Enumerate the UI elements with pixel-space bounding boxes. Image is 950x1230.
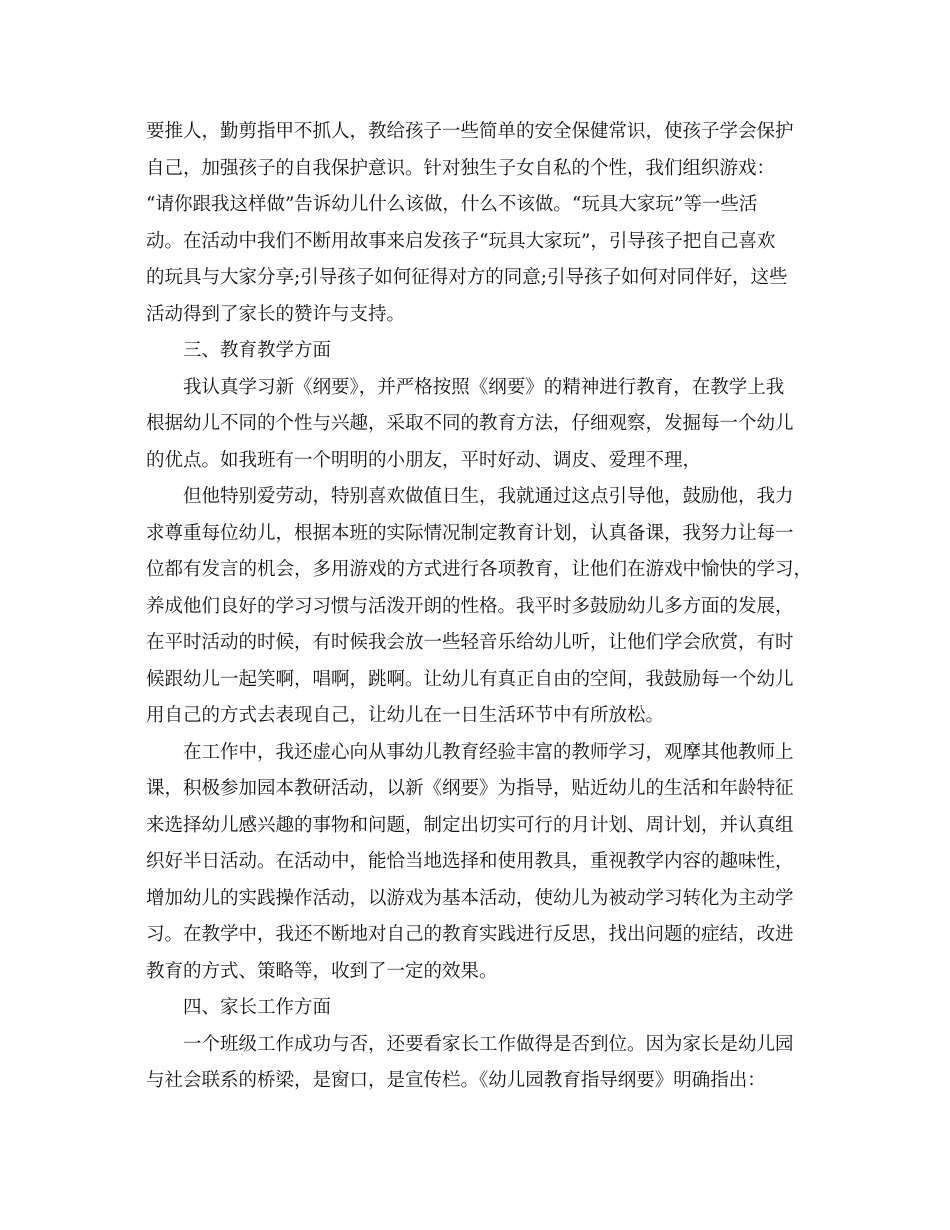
text-line: 课，积极参加园本教研活动，以新《纲要》为指导，贴近幼儿的生活和年龄特征 (146, 778, 794, 799)
text-line: 的玩具与大家分享;引导孩子如何征得对方的同意;引导孩子如何对同伴好，这些 (146, 267, 788, 288)
text-line: 根据幼儿不同的个性与兴趣，采取不同的教育方法，仔细观察，发掘每一个幼儿 (146, 413, 794, 434)
text-line: 教育的方式、策略等，收到了一定的效果。 (146, 960, 498, 982)
text-line: 养成他们良好的学习习惯与活泼开朗的性格。我平时多鼓励幼儿多方面的发展， (146, 595, 794, 617)
text-line: 求尊重每位幼儿，根据本班的实际情况制定教育计划，认真备课，我努力让每一 (146, 522, 794, 544)
text-line: 用自己的方式去表现自己，让幼儿在一日生活环节中有所放松。 (146, 705, 665, 726)
text-line: 的优点。如我班有一个明明的小朋友，平时好动、调皮、爱理不理， (146, 449, 702, 471)
text-line: 习。在教学中，我还不断地对自己的教育实践进行反思，找出问题的症结，改进 (146, 924, 794, 945)
text-line: 动。在活动中我们不断用故事来启发孩子“玩具大家玩”，引导孩子把自己喜欢 (146, 230, 776, 252)
document-body (146, 114, 813, 1100)
text-line: 增加幼儿的实践操作活动，以游戏为基本活动，使幼儿为被动学习转化为主动学 (146, 887, 794, 909)
section-heading: 四、家长工作方面 (183, 997, 332, 1018)
section-heading: 三、教育教学方面 (183, 340, 332, 361)
text-line: 一个班级工作成功与否，还要看家长工作做得是否到位。因为家长是幼儿园 (183, 1033, 794, 1055)
text-line: 候跟幼儿一起笑啊，唱啊，跳啊。让幼儿有真正自由的空间，我鼓励每一个幼儿 (146, 668, 794, 690)
text-line: 要推人，勤剪指甲不抓人，教给孩子一些简单的安全保健常识，使孩子学会保护 (146, 121, 794, 142)
text-line: 位都有发言的机会，多用游戏的方式进行各项教育，让他们在游戏中愉快的学习， (146, 559, 813, 580)
text-line: 在平时活动的时候，有时候我会放一些轻音乐给幼儿听，让他们学会欣赏，有时 (146, 632, 794, 653)
text-line: 活动得到了家长的赞许与支持。 (146, 303, 406, 325)
text-line: 在工作中，我还虚心向从事幼儿教育经验丰富的教师学习，观摩其他教师上 (183, 741, 794, 763)
text-line: 织好半日活动。在活动中，能恰当地选择和使用教具，重视教学内容的趣味性， (146, 851, 794, 872)
text-line: “请你跟我这样做”告诉幼儿什么该做，什么不该做。“玩具大家玩”等一些活 (146, 194, 758, 215)
text-line: 但他特别爱劳动，特别喜欢做值日生，我就通过这点引导他，鼓励他，我力 (183, 486, 794, 507)
text-line: 自己，加强孩子的自我保护意识。针对独生子女自私的个性，我们组织游戏： (146, 157, 776, 179)
text-line: 来选择幼儿感兴趣的事物和问题，制定出切实可行的月计划、周计划，并认真组 (146, 814, 794, 836)
text-line: 我认真学习新《纲要》，并严格按照《纲要》的精神进行教育，在教学上我 (183, 376, 785, 398)
text-line: 与社会联系的桥梁，是窗口，是宣传栏。《幼儿园教育指导纲要》明确指出： (146, 1070, 766, 1091)
